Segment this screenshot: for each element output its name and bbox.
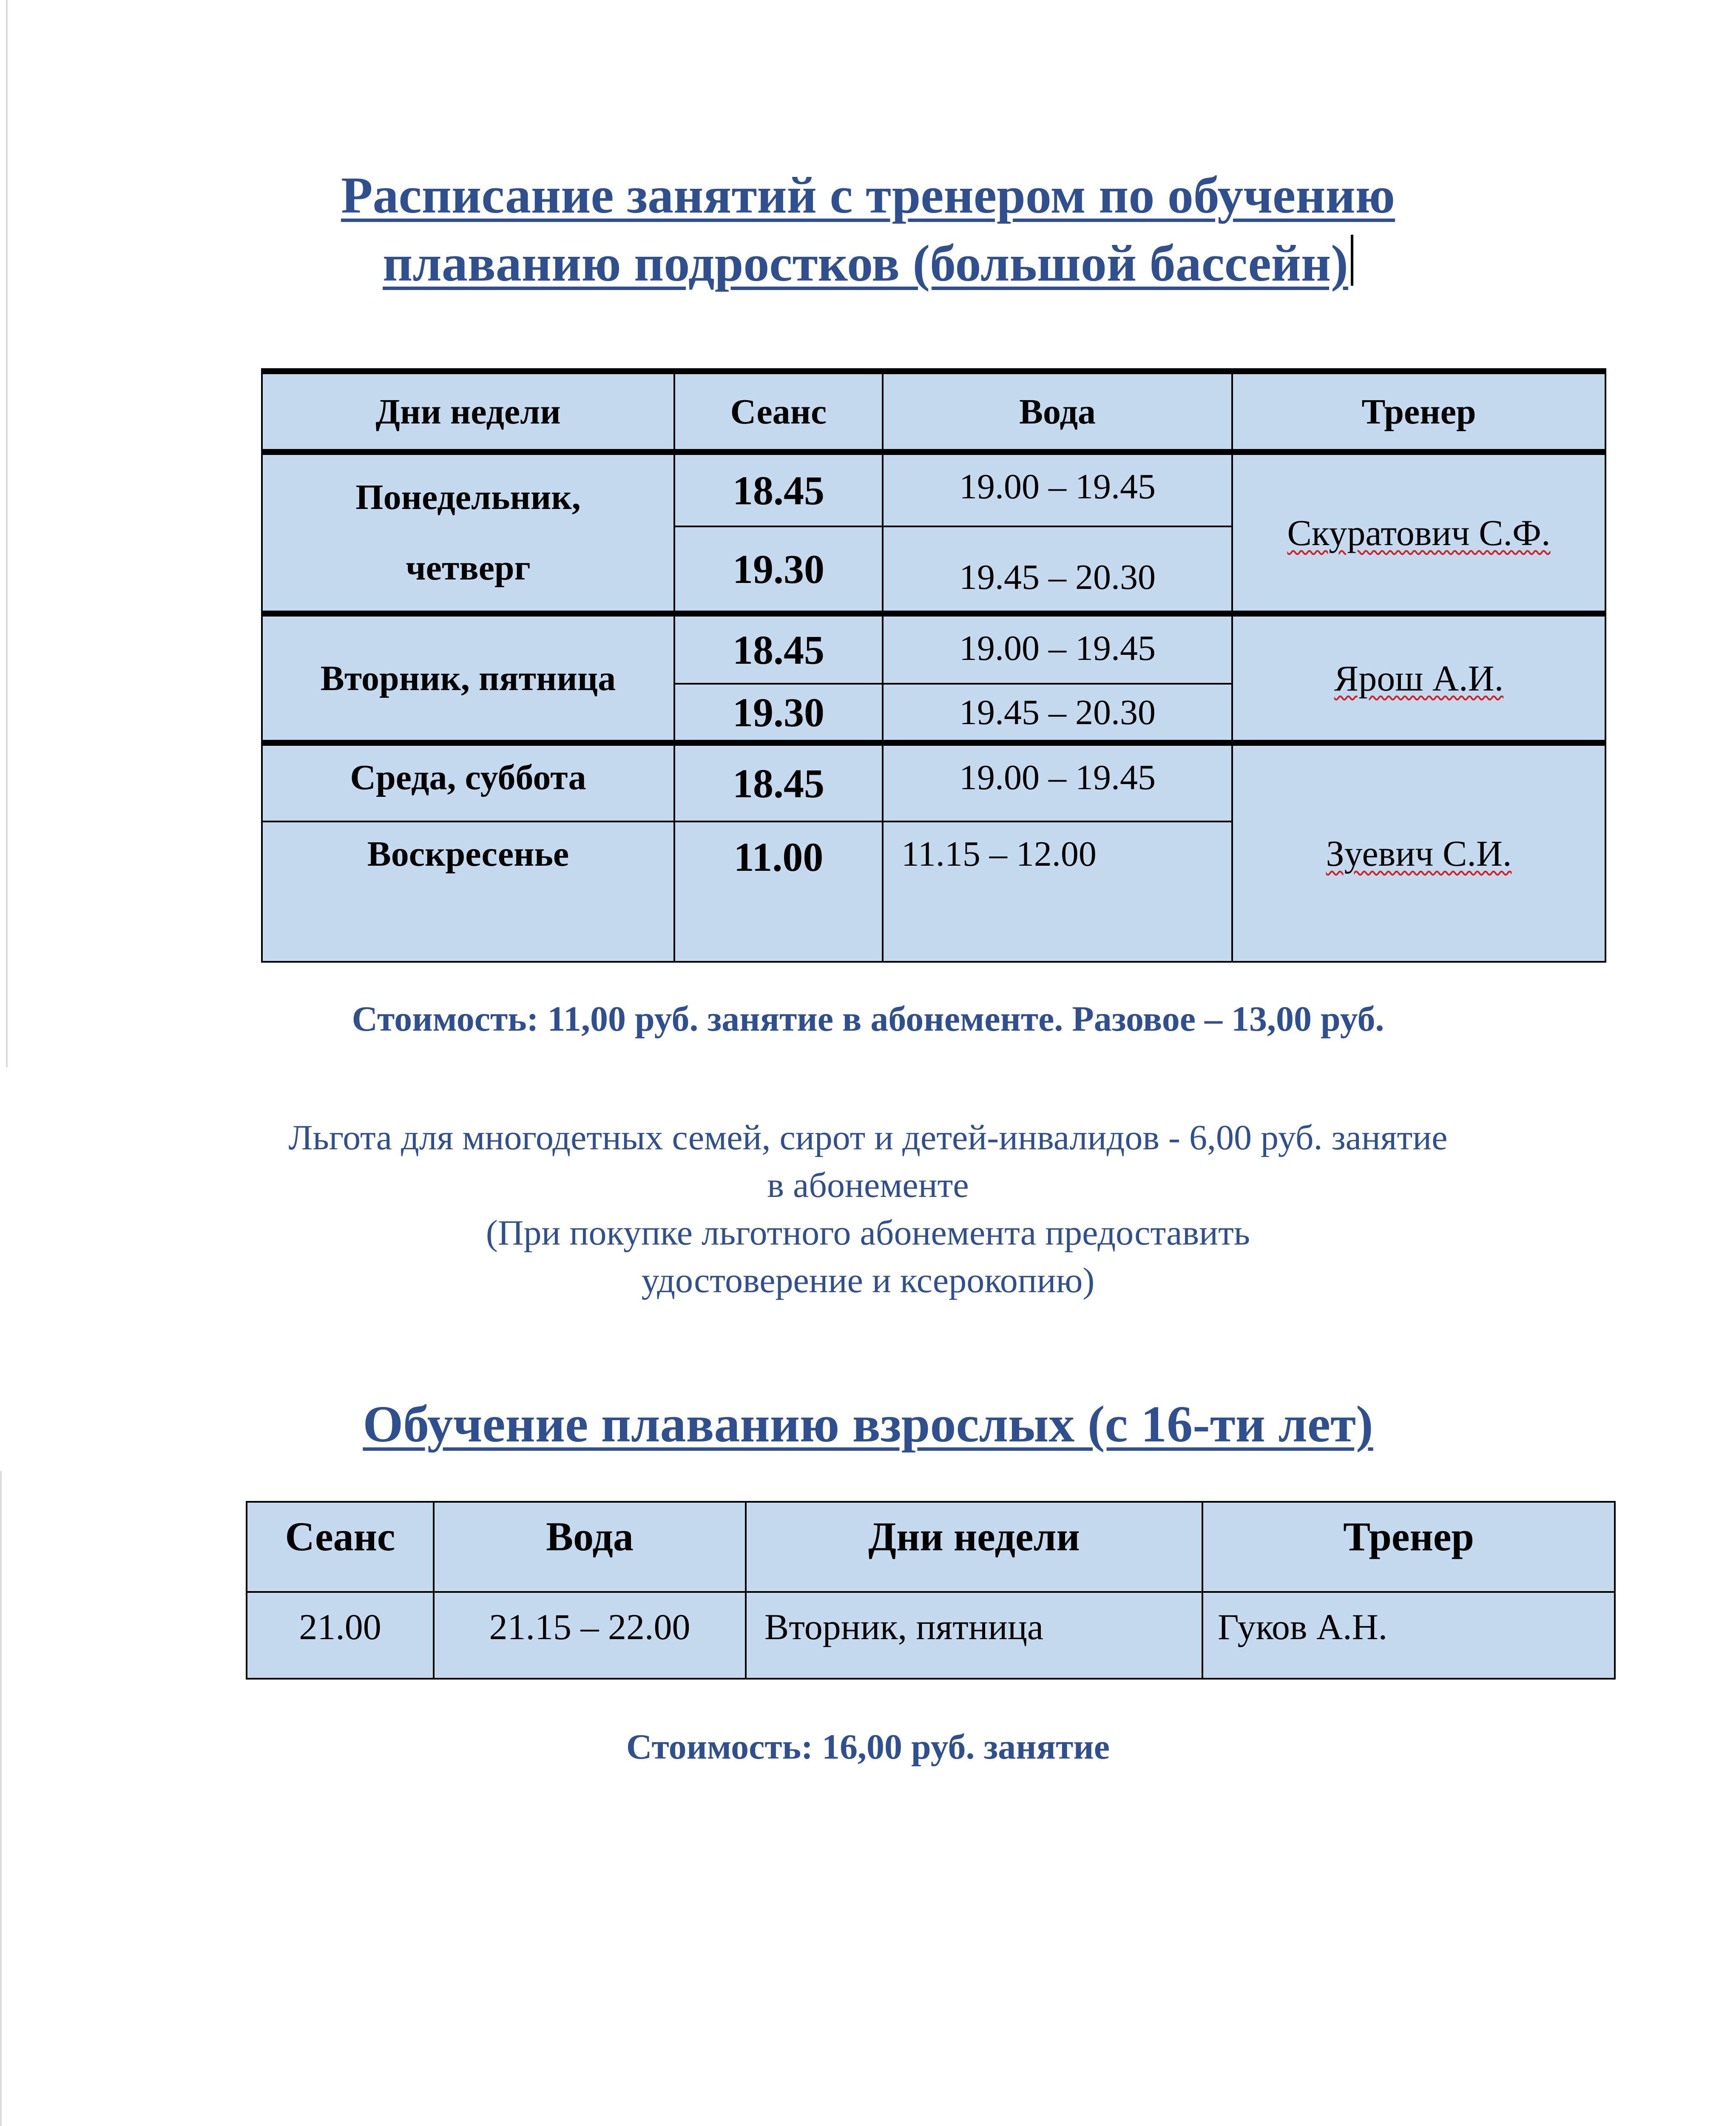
- table-row: [262, 614, 1605, 684]
- seans-cell: 18.45: [674, 743, 883, 821]
- trainer-cell: [1232, 614, 1605, 743]
- header-trainer: Тренер: [1202, 1502, 1615, 1592]
- days-cell: Воскресенье: [262, 821, 674, 962]
- teens-schedule-table: [261, 368, 1606, 963]
- table-header-row: [247, 1502, 1615, 1592]
- title-line-1: Расписание занятий с тренером по обучению: [341, 167, 1395, 224]
- benefit-line: удостоверение и ксерокопию): [641, 1261, 1095, 1300]
- adults-schedule-table: [246, 1501, 1616, 1680]
- trainer-cell: [1232, 452, 1605, 614]
- price-teens: Стоимость: 11,00 руб. занятие в абонементе. Разовое – 13,00 руб.: [352, 999, 1384, 1039]
- table-row: [262, 452, 1605, 526]
- days-cell: Среда, суббота: [262, 743, 674, 821]
- benefit-line: в абонементе: [767, 1165, 969, 1205]
- water-cell: 19.45 – 20.30: [883, 526, 1232, 614]
- seans-cell: 18.45: [674, 614, 883, 684]
- benefit-line: Льгота для многодетных семей, сирот и детей-инвалидов - 6,00 руб. занятие: [288, 1118, 1448, 1157]
- seans-cell: 18.45: [674, 452, 883, 526]
- trainer-cell: [1232, 743, 1605, 962]
- page-title-teens: [0, 162, 1736, 298]
- days-line: четверг: [406, 548, 531, 588]
- header-days: Дни недели: [746, 1502, 1202, 1592]
- seans-cell: 19.30: [674, 684, 883, 743]
- days-cell: Вторник, пятница: [262, 614, 674, 743]
- header-days: Дни недели: [262, 371, 674, 452]
- page-title-adults: Обучение плаванию взрослых (с 16-ти лет): [363, 1396, 1373, 1453]
- table-row: [247, 1592, 1615, 1679]
- seans-cell: 11.00: [674, 821, 883, 962]
- water-cell: 21.15 – 22.00: [434, 1592, 746, 1679]
- table-row: [262, 743, 1605, 821]
- header-water: Вода: [883, 371, 1232, 452]
- days-cell: Вторник, пятница: [746, 1592, 1202, 1679]
- header-trainer: Тренер: [1232, 371, 1605, 452]
- trainer-name: Скуратович С.Ф.: [1287, 512, 1551, 553]
- water-cell: 19.00 – 19.45: [883, 614, 1232, 684]
- seans-cell: 21.00: [247, 1592, 434, 1679]
- price-adults: Стоимость: 16,00 руб. занятие: [626, 1727, 1110, 1767]
- header-seans: Сеанс: [674, 371, 883, 452]
- header-water: Вода: [434, 1502, 746, 1592]
- days-line: Понедельник,: [355, 477, 581, 517]
- table-header-row: [262, 371, 1605, 452]
- page-edge: [6, 0, 8, 1067]
- trainer-cell: Гуков А.Н.: [1202, 1592, 1615, 1679]
- text-cursor: [1351, 235, 1353, 286]
- water-cell: 19.00 – 19.45: [883, 452, 1232, 526]
- header-seans: Сеанс: [247, 1502, 434, 1592]
- water-cell: 11.15 – 12.00: [883, 821, 1232, 962]
- benefit-line: (При покупке льготного абонемента предоставить: [486, 1213, 1250, 1253]
- water-cell: 19.00 – 19.45: [883, 743, 1232, 821]
- title-line-2: [0, 230, 1736, 298]
- seans-cell: 19.30: [674, 526, 883, 614]
- benefit-note: [0, 1114, 1736, 1305]
- trainer-name: Ярош А.И.: [1334, 658, 1504, 699]
- days-cell: [262, 452, 674, 614]
- page-edge-lower: [0, 1471, 2, 2126]
- trainer-name: Зуевич С.И.: [1326, 833, 1512, 874]
- water-cell: 19.45 – 20.30: [883, 684, 1232, 743]
- title-line-2-text: плаванию подростков (большой бассейн): [383, 235, 1348, 292]
